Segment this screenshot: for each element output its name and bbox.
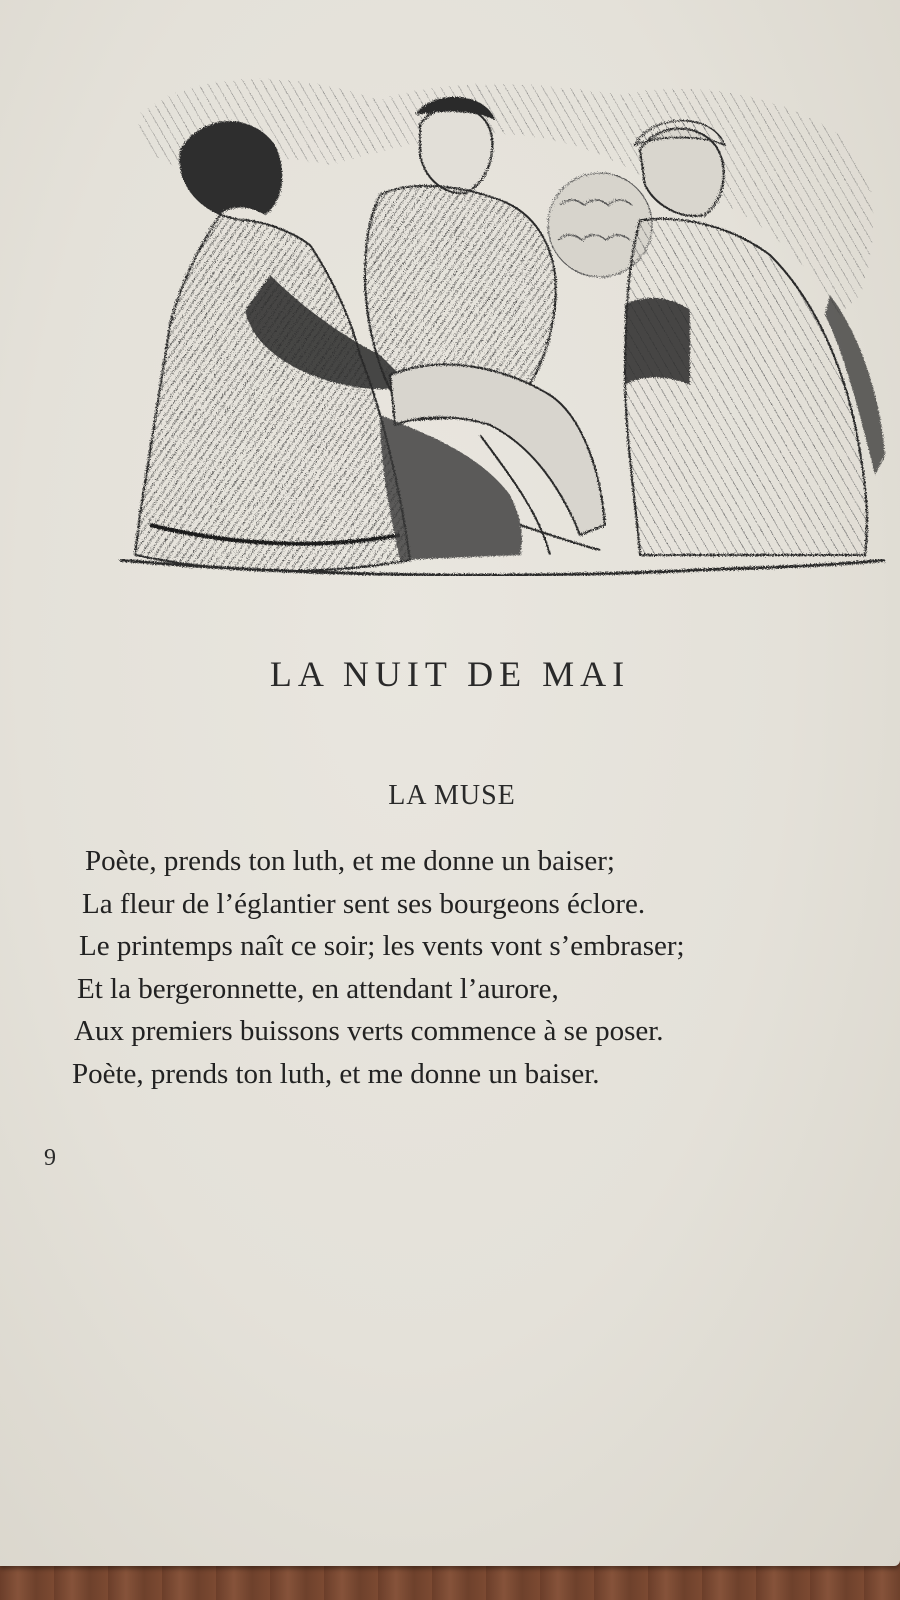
verse-line: Poète, prends ton luth, et me donne un baiser.: [72, 1057, 600, 1090]
figure-center-man: [365, 97, 605, 560]
page-number: 9: [44, 1145, 56, 1171]
speaker-name: LA MUSE: [388, 780, 516, 811]
verse-line: Aux premiers buissons verts commence à se poser.: [74, 1015, 664, 1047]
verse-line: La fleur de l’églantier sent ses bourgeons éclore.: [82, 887, 646, 920]
verse-line: Poète, prends ton luth, et me donne un baiser;: [85, 845, 615, 877]
speaker-heading: [0, 782, 900, 810]
figure-left-woman: [135, 121, 410, 571]
verse-line: Le printemps naît ce soir; les vents vont s’embraser;: [79, 930, 685, 962]
verse-line: Et la bergeronnette, en attendant l’aurore,: [77, 972, 559, 1005]
lithograph-illustration: [80, 55, 890, 595]
wooden-table-surface: [0, 1560, 900, 1600]
poem-title: LA NUIT DE MAI: [269, 654, 631, 694]
verse-list: [72, 840, 872, 1095]
